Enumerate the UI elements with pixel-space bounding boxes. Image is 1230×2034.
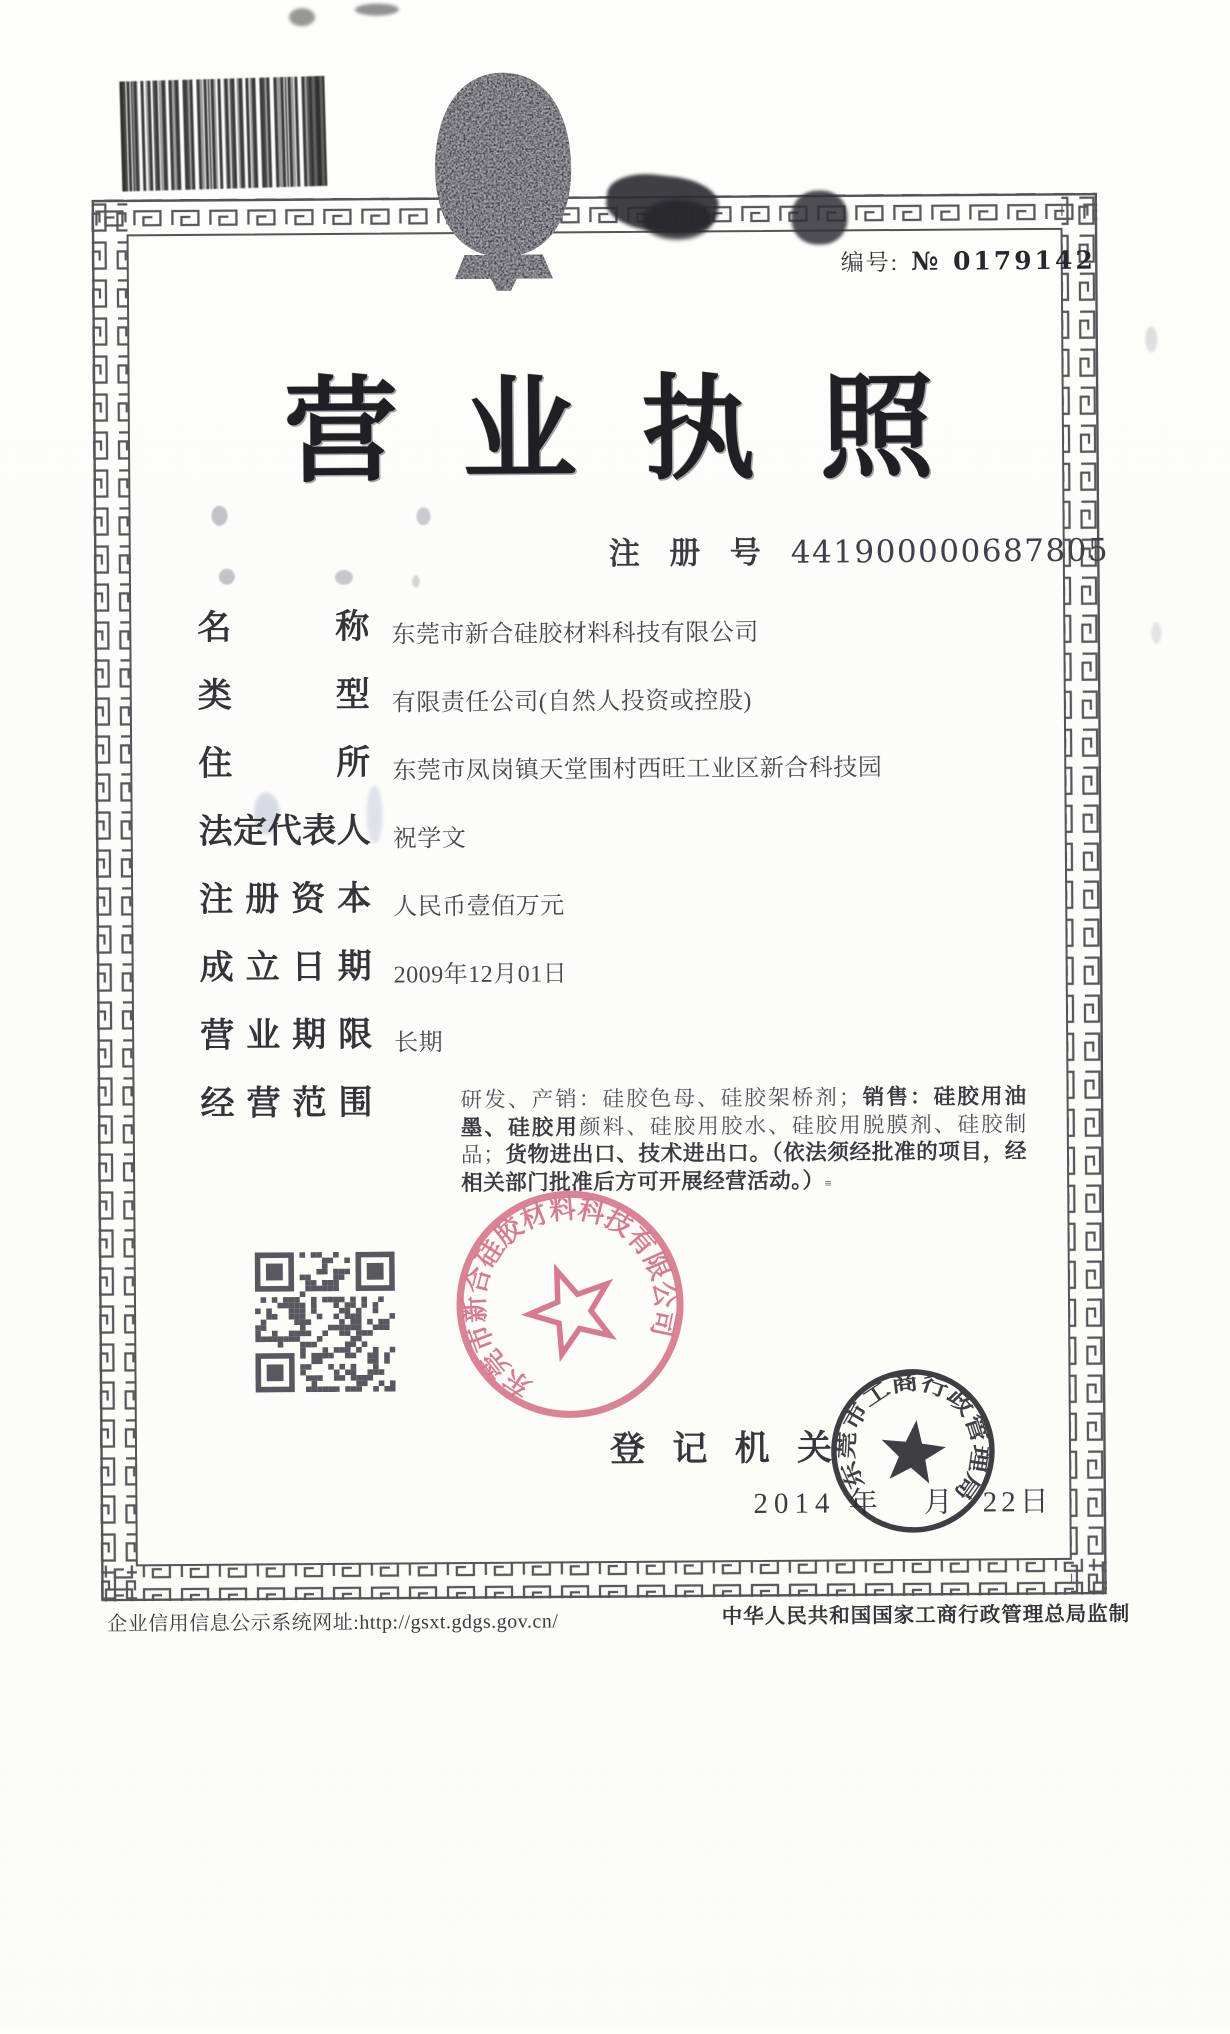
issue-date-day: 22日 bbox=[982, 1485, 1053, 1519]
qr-code bbox=[255, 1252, 396, 1393]
footer-issuing-authority: 中华人民共和国国家工商行政管理总局监制 bbox=[721, 1603, 1131, 1629]
field-value: 东莞市凤岗镇天堂围村西旺工业区新合科技园 bbox=[392, 755, 883, 785]
scan-mark bbox=[335, 570, 353, 585]
scope-segment: 颜料、硅胶用胶水、硅胶用脱膜剂、硅胶制品； bbox=[460, 1111, 1027, 1168]
field-label: 类 型 bbox=[197, 676, 370, 715]
barcode bbox=[119, 76, 327, 192]
scan-mark bbox=[355, 3, 399, 15]
business-scope-text bbox=[460, 1079, 1027, 1199]
scan-mark bbox=[219, 569, 235, 585]
serial-number-line bbox=[841, 243, 1096, 278]
field-label: 名 称 bbox=[197, 608, 370, 647]
field-value: 长期 bbox=[394, 1030, 444, 1057]
issue-date-month: 月 bbox=[923, 1486, 953, 1519]
registrar-label: 登 记 机 关 bbox=[609, 1428, 833, 1470]
scan-mark bbox=[1151, 622, 1161, 644]
national-emblem bbox=[417, 64, 589, 301]
field-label: 经 营 范 围 bbox=[200, 1084, 373, 1123]
company-seal-text: 东莞市新合硅胶材料科技有限公司 bbox=[459, 1193, 681, 1404]
field-value: 2009年12月01日 bbox=[393, 961, 568, 989]
field-value: 人民币壹佰万元 bbox=[393, 893, 565, 921]
scope-segment: 研发、产销：硅胶色母、硅胶架桥剂； bbox=[460, 1085, 862, 1113]
field-value: 有限责任公司(自然人投资或控股) bbox=[391, 688, 752, 717]
serial-number: № 0179142 bbox=[911, 245, 1096, 276]
ink-smudge bbox=[791, 190, 847, 244]
field-value: 东莞市新合硅胶材料科技有限公司 bbox=[391, 619, 759, 649]
scope-segment: 货物进出口、技术进出口。（依法须经批准的项目，经相关部门批准后方可开展经营活动。） bbox=[461, 1139, 1028, 1195]
field-label: 住 所 bbox=[198, 744, 371, 783]
field-list bbox=[197, 603, 1081, 1227]
field-row-address bbox=[198, 739, 1078, 787]
field-row-establish-date bbox=[200, 943, 1080, 991]
footer-public-info-url: 企业信用信息公示系统网址:http://gsxt.gdgs.gov.cn/ bbox=[107, 1610, 559, 1636]
registry-seal-stamp bbox=[819, 1355, 1008, 1545]
scan-mark bbox=[211, 506, 227, 526]
scan-mark bbox=[289, 8, 315, 26]
scan-mark bbox=[412, 575, 420, 587]
issue-date-year: 2014 年 bbox=[753, 1487, 884, 1521]
scope-end-mark: ≡ bbox=[824, 1174, 831, 1191]
certificate-title: 营 业 执 照 bbox=[283, 364, 935, 497]
scan-mark bbox=[1145, 326, 1157, 352]
field-value: 祝学文 bbox=[392, 826, 467, 853]
field-row-legal-representative bbox=[199, 807, 1079, 855]
registry-seal-text: 东莞市工商行政管理局 bbox=[834, 1370, 993, 1500]
field-label: 注 册 资 本 bbox=[199, 880, 372, 919]
serial-label: 编号: bbox=[840, 249, 900, 276]
field-row-registered-capital bbox=[199, 875, 1079, 923]
scan-mark bbox=[416, 507, 430, 525]
field-row-name bbox=[197, 603, 1077, 651]
registration-number: 441900000687805 bbox=[790, 532, 1110, 571]
field-label: 法 定 代 表 人 bbox=[198, 812, 371, 851]
registration-number-line bbox=[609, 525, 1110, 573]
field-label: 成 立 日 期 bbox=[199, 948, 372, 987]
scope-segment: 销售：硅胶用油墨、硅胶用 bbox=[460, 1084, 1027, 1140]
field-row-business-term bbox=[200, 1011, 1080, 1059]
field-row-type bbox=[198, 671, 1078, 719]
field-label: 营 业 期 限 bbox=[200, 1016, 373, 1055]
registration-label: 注 册 号 bbox=[608, 534, 761, 572]
